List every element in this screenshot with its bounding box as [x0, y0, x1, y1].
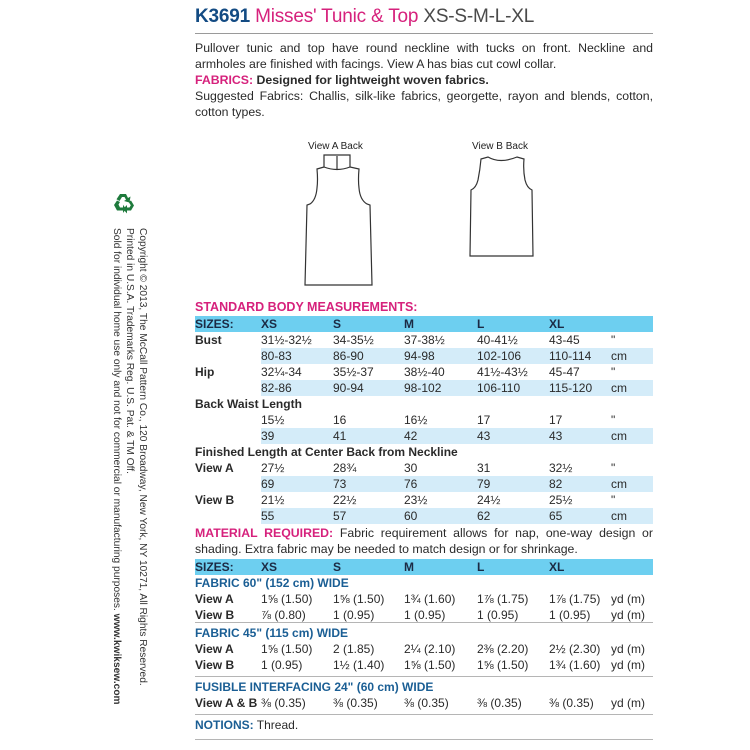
- cell: 16½: [404, 413, 428, 427]
- material-text: Fabric requirement allows for nap, one-way design or shading. Extra fabric may be needed to match design or for shrinkage.: [195, 526, 653, 556]
- cell: 1⅝ (1.50): [477, 658, 529, 672]
- divider: [195, 622, 653, 623]
- cell: 2⅜ (2.20): [477, 642, 529, 656]
- cell: ⅜ (0.35): [549, 696, 594, 710]
- cell: 32¼-34: [261, 365, 302, 379]
- header-cell: [611, 316, 653, 332]
- table-row: [195, 607, 653, 623]
- row-label: [195, 412, 261, 428]
- header-cell: XL: [549, 559, 611, 575]
- row-label: [195, 428, 261, 444]
- copyright-line: Copyright © 2013, The McCall Pattern Co., 120 Broadway, New York, NY 10271, All Rights Reserved.: [137, 228, 148, 686]
- cell: 40-41½: [477, 333, 518, 347]
- cell: 24½: [477, 493, 501, 507]
- group-row: [195, 396, 653, 412]
- unit-cell: cm: [611, 348, 653, 364]
- cell: 30: [404, 461, 418, 475]
- printed-line: Printed in U.S.A. Trademarks Reg. U.S. Pat. & TM Off.: [124, 228, 135, 474]
- cell: 43: [549, 428, 611, 444]
- unit-cell: yd (m): [611, 592, 645, 606]
- unit-cell: cm: [611, 380, 653, 396]
- table-row: [195, 428, 653, 444]
- cell: 1 (0.95): [549, 608, 591, 622]
- pattern-code: K3691: [195, 6, 250, 27]
- row-label: [195, 508, 261, 524]
- cell: 41: [333, 428, 404, 444]
- table-row: [195, 492, 653, 508]
- cell: 38½-40: [404, 365, 445, 379]
- cell: 27½: [261, 461, 285, 475]
- cell: 62: [477, 508, 549, 524]
- cell: 16: [333, 413, 347, 427]
- cell: 2 (1.85): [333, 642, 375, 656]
- unit-cell: ": [611, 493, 616, 507]
- sold-line: [110, 228, 123, 705]
- table-row: [195, 460, 653, 476]
- header-cell: S: [333, 316, 404, 332]
- cell: 39: [261, 428, 333, 444]
- pattern-name: Misses' Tunic & Top: [255, 6, 419, 27]
- table-row: [195, 695, 653, 711]
- unit-cell: yd (m): [611, 642, 645, 656]
- header-cell: SIZES:: [195, 316, 261, 332]
- cell: 31: [477, 461, 491, 475]
- cell: 80-83: [261, 348, 333, 364]
- material-table: [195, 559, 653, 623]
- cell: 90-94: [333, 380, 404, 396]
- header-cell: L: [477, 559, 549, 575]
- fabrics-text: Designed for lightweight woven fabrics.: [256, 73, 489, 87]
- cell: 1 (0.95): [261, 658, 303, 672]
- table-row: [195, 476, 653, 492]
- unit-cell: cm: [611, 508, 653, 524]
- table-row: [195, 412, 653, 428]
- table-row: [195, 591, 653, 607]
- description-text: Pullover tunic and top have round neckline with tucks on front. Neckline and armholes are finished with facings. View A has bias cut cowl collar.: [195, 41, 653, 71]
- fabric-60-title: FABRIC 60" (152 cm) WIDE: [195, 576, 349, 590]
- cell: 1½ (1.40): [333, 658, 385, 672]
- cell: 15½: [261, 413, 285, 427]
- cell: 1⅞ (1.75): [549, 592, 601, 606]
- section-row: [195, 575, 653, 591]
- cell: 2½ (2.30): [549, 642, 601, 656]
- cell: 45-47: [549, 365, 580, 379]
- cell: ⅜ (0.35): [404, 696, 449, 710]
- table-row: [195, 348, 653, 364]
- table-row: [195, 657, 653, 673]
- row-label: View B: [195, 608, 235, 622]
- view-b-label: View B Back: [472, 141, 528, 152]
- cell: 76: [404, 476, 477, 492]
- interfacing-table: [195, 679, 653, 711]
- row-label: Bust: [195, 333, 222, 347]
- cell: 1 (0.95): [333, 608, 375, 622]
- group-row: [195, 444, 653, 460]
- cell: 1⅝ (1.50): [261, 592, 313, 606]
- cell: 31½-32½: [261, 333, 312, 347]
- cell: 55: [261, 508, 333, 524]
- cell: 32½: [549, 461, 573, 475]
- measurements-table: [195, 316, 653, 524]
- cell: 43-45: [549, 333, 580, 347]
- unit-cell: ": [611, 461, 616, 475]
- copyright-block: [99, 228, 149, 705]
- view-a-label: View A Back: [308, 141, 363, 152]
- notions-text: Thread.: [256, 718, 299, 732]
- cell: ⅞ (0.80): [261, 608, 306, 622]
- cell: 37-38½: [404, 333, 445, 347]
- cell: 43: [477, 428, 549, 444]
- unit-cell: yd (m): [611, 608, 645, 622]
- header-cell: S: [333, 559, 404, 575]
- pattern-sizes: XS-S-M-L-XL: [423, 6, 535, 27]
- cell: 73: [333, 476, 404, 492]
- section-row: [195, 625, 653, 641]
- title-divider: [195, 33, 653, 34]
- cell: 69: [261, 476, 333, 492]
- table-row: [195, 508, 653, 524]
- header-cell: M: [404, 559, 477, 575]
- fabric-45-title: FABRIC 45" (115 cm) WIDE: [195, 626, 349, 640]
- cell: 1⅞ (1.75): [477, 592, 529, 606]
- cell: 115-120: [549, 380, 611, 396]
- row-label: [195, 348, 261, 364]
- unit-cell: yd (m): [611, 658, 645, 672]
- cell: 60: [404, 508, 477, 524]
- material-label: MATERIAL REQUIRED:: [195, 526, 334, 540]
- cell: 21½: [261, 493, 285, 507]
- cell: 1¾ (1.60): [549, 658, 601, 672]
- cell: 102-106: [477, 348, 549, 364]
- cell: 94-98: [404, 348, 477, 364]
- row-label: View A & B: [195, 696, 258, 710]
- row-label: View B: [195, 493, 235, 507]
- table-row: [195, 641, 653, 657]
- cell: 28¾: [333, 461, 357, 475]
- unit-cell: cm: [611, 476, 653, 492]
- notions-label: NOTIONS:: [195, 718, 254, 732]
- row-label: View A: [195, 642, 234, 656]
- section-row: [195, 679, 653, 695]
- suggested-fabrics: Suggested Fabrics: Challis, silk-like fabrics, georgette, rayon and blends, cotton, cotton types.: [195, 89, 653, 119]
- cell: 2¼ (2.10): [404, 642, 456, 656]
- unit-cell: yd (m): [611, 696, 645, 710]
- sizes-header-row: [195, 316, 653, 332]
- cell: 110-114: [549, 348, 611, 364]
- sold-text: Sold for individual home use only and not for commercial or manufacturing purposes.: [111, 228, 122, 614]
- row-label: View B: [195, 658, 235, 672]
- cell: 86-90: [333, 348, 404, 364]
- fabrics-line: [195, 72, 653, 88]
- cell: ⅜ (0.35): [261, 696, 306, 710]
- row-label: Hip: [195, 365, 215, 379]
- cell: 17: [477, 413, 491, 427]
- cell: 25½: [549, 493, 573, 507]
- cell: 35½-37: [333, 365, 374, 379]
- cell: 1 (0.95): [404, 608, 446, 622]
- cell: ⅜ (0.35): [333, 696, 378, 710]
- cell: 1⅝ (1.50): [333, 592, 385, 606]
- table-row: [195, 364, 653, 380]
- group-label: Finished Length at Center Back from Neckline: [195, 445, 458, 459]
- unit-cell: cm: [611, 428, 653, 444]
- interfacing-title: FUSIBLE INTERFACING 24" (60 cm) WIDE: [195, 680, 434, 694]
- view-illustrations: [195, 140, 653, 295]
- fabrics-label: FABRICS:: [195, 73, 254, 87]
- cell: ⅜ (0.35): [477, 696, 522, 710]
- cell: 17: [549, 413, 563, 427]
- row-label: View A: [195, 461, 234, 475]
- header-cell: SIZES:: [195, 559, 261, 575]
- table-row: [195, 380, 653, 396]
- measurements-title: STANDARD BODY MEASUREMENTS:: [195, 300, 418, 314]
- unit-cell: ": [611, 333, 616, 347]
- description-block: [195, 40, 653, 120]
- header-cell: XS: [261, 316, 333, 332]
- group-label: Back Waist Length: [195, 397, 302, 411]
- header-cell: [611, 559, 653, 575]
- view-b-back-drawing: [470, 157, 533, 256]
- cell: 98-102: [404, 380, 477, 396]
- unit-cell: ": [611, 365, 616, 379]
- sizes-header-row: [195, 559, 653, 575]
- cell: 1⅝ (1.50): [404, 658, 456, 672]
- page-title: [195, 6, 534, 28]
- cell: 106-110: [477, 380, 549, 396]
- website-link[interactable]: www.kwiksew.com: [111, 613, 122, 705]
- cell: 65: [549, 508, 611, 524]
- notions-line: [195, 718, 298, 732]
- recycle-icon: [111, 191, 137, 217]
- header-cell: L: [477, 316, 549, 332]
- cell: 41½-43½: [477, 365, 528, 379]
- cell: 57: [333, 508, 404, 524]
- cell: 79: [477, 476, 549, 492]
- material-required-block: [195, 525, 653, 557]
- cell: 1¾ (1.60): [404, 592, 456, 606]
- cell: 82: [549, 476, 611, 492]
- row-label: View A: [195, 592, 234, 606]
- header-cell: XL: [549, 316, 611, 332]
- divider: [195, 676, 653, 677]
- cell: 34-35½: [333, 333, 374, 347]
- header-cell: XS: [261, 559, 333, 575]
- header-cell: M: [404, 316, 477, 332]
- cell: 1 (0.95): [477, 608, 519, 622]
- view-a-back-drawing: [305, 155, 372, 285]
- divider: [195, 714, 653, 715]
- row-label: [195, 380, 261, 396]
- cell: 42: [404, 428, 477, 444]
- row-label: [195, 476, 261, 492]
- divider: [195, 739, 653, 740]
- table-row: [195, 332, 653, 348]
- garment-drawings: [195, 140, 653, 295]
- cell: 1⅝ (1.50): [261, 642, 313, 656]
- fabric-45-table: [195, 625, 653, 673]
- unit-cell: ": [611, 413, 616, 427]
- cell: 82-86: [261, 380, 333, 396]
- cell: 23½: [404, 493, 428, 507]
- cell: 22½: [333, 493, 357, 507]
